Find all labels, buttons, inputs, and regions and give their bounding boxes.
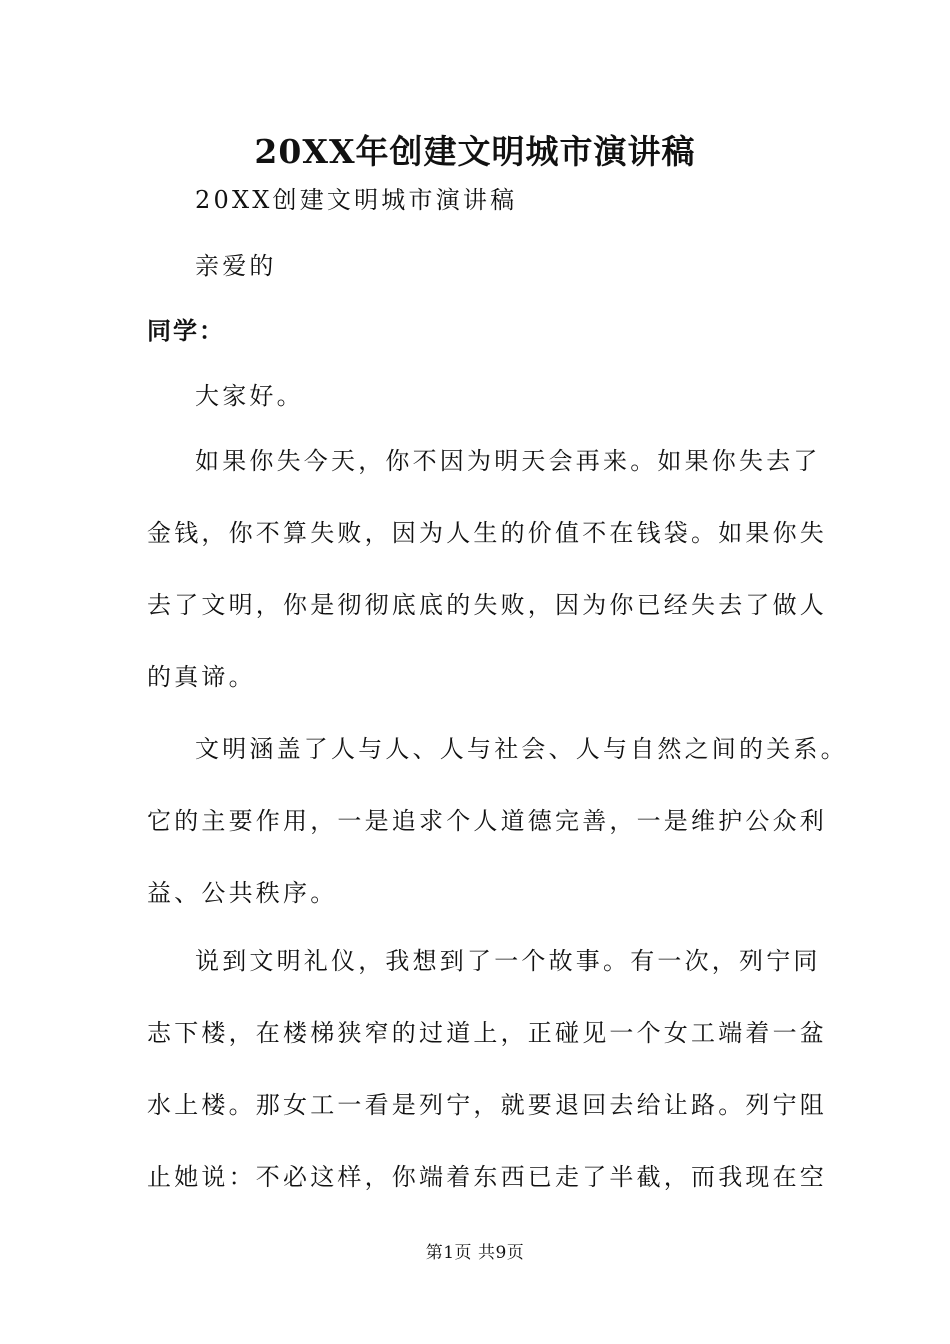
paragraph-1-line-3: 去了文明，你是彻彻底底的失败，因为你已经失去了做人 xyxy=(147,591,827,619)
paragraph-3-line-3: 水上楼。那女工一看是列宁，就要退回去给让路。列宁阻 xyxy=(147,1091,827,1119)
paragraph-3-line-2: 志下楼，在楼梯狭窄的过道上，正碰见一个女工端着一盆 xyxy=(147,1019,827,1047)
paragraph-3-line-1: 说到文明礼仪，我想到了一个故事。有一次，列宁同 xyxy=(195,947,821,975)
salutation-line-2: 同学： xyxy=(147,316,225,345)
paragraph-2-line-1: 文明涵盖了人与人、人与社会、人与自然之间的关系。 xyxy=(195,735,848,763)
page-number-footer: 第1页 共9页 xyxy=(425,1243,525,1263)
document-subtitle: 20XX创建文明城市演讲稿 xyxy=(195,186,518,214)
salutation-line-1: 亲爱的 xyxy=(195,252,277,280)
paragraph-1-line-1: 如果你失今天，你不因为明天会再来。如果你失去了 xyxy=(195,447,821,475)
greeting-line: 大家好。 xyxy=(195,382,304,410)
paragraph-2-line-3: 益、公共秩序。 xyxy=(147,879,338,907)
paragraph-1-line-4: 的真谛。 xyxy=(147,663,256,691)
paragraph-3-line-4: 止她说：不必这样，你端着东西已走了半截，而我现在空 xyxy=(147,1163,827,1191)
document-title: 20XX年创建文明城市演讲稿 xyxy=(254,132,696,171)
paragraph-1-line-2: 金钱，你不算失败，因为人生的价值不在钱袋。如果你失 xyxy=(147,519,827,547)
paragraph-2-line-2: 它的主要作用，一是追求个人道德完善，一是维护公众利 xyxy=(147,807,827,835)
